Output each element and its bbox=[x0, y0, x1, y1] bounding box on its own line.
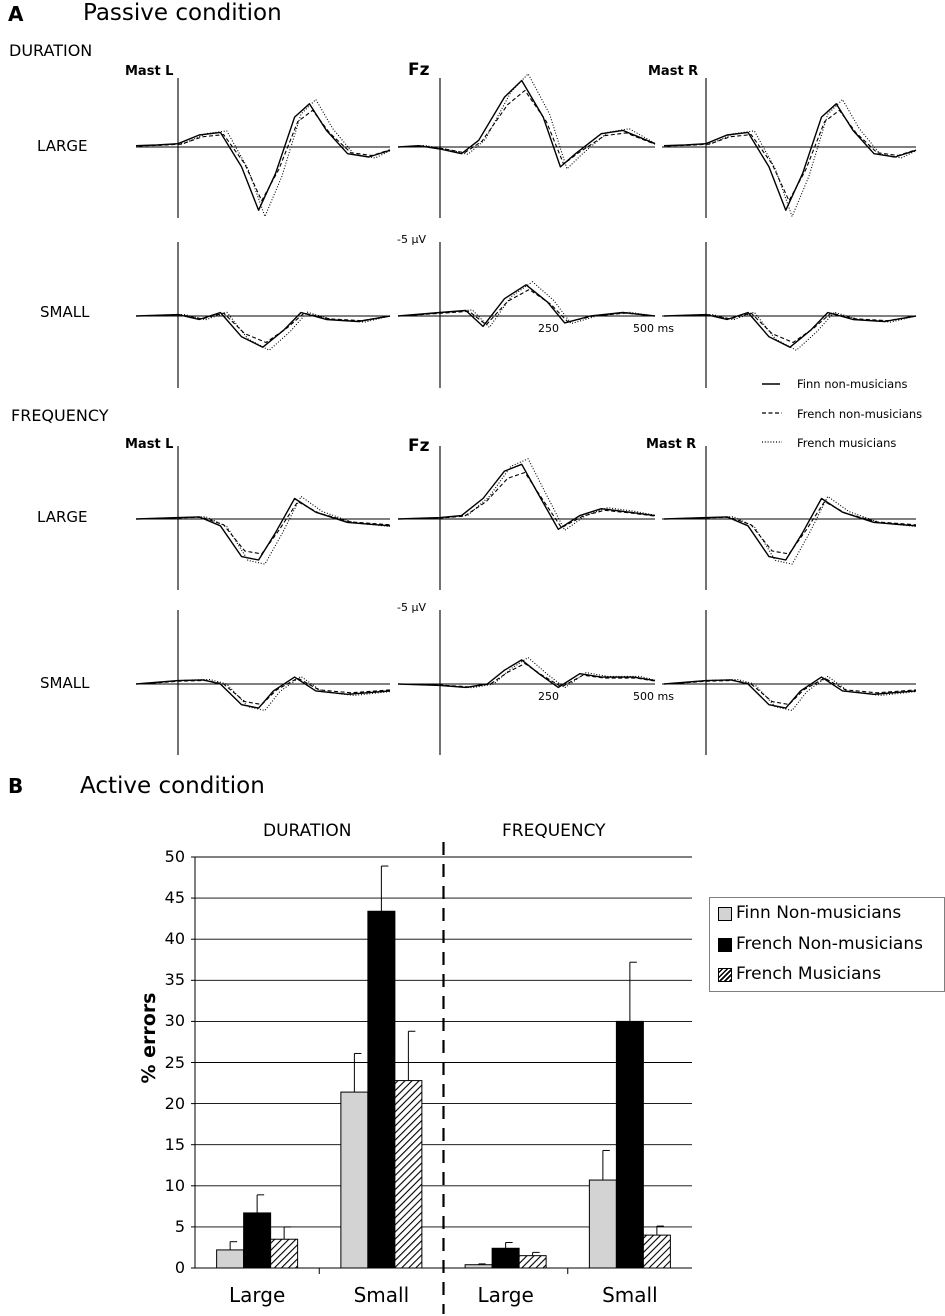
row-label-duration-small: SMALL bbox=[40, 303, 90, 321]
erp-trace-duration-large-fz-2 bbox=[400, 91, 655, 165]
panel-b-title: Active condition bbox=[80, 773, 265, 799]
bar-legend-french-nonmus-label: French Non-musicians bbox=[736, 934, 923, 954]
erp-trace-frequency-large-fz-3 bbox=[403, 459, 655, 531]
x-category-label-1: Small bbox=[353, 1283, 410, 1307]
bar-french-non-musicians-1 bbox=[368, 911, 395, 1268]
erp-legend-finn-label: Finn non-musicians bbox=[797, 377, 908, 391]
erp-trace-duration-large-mast-l-2 bbox=[139, 110, 390, 200]
x-category-label-3: Small bbox=[602, 1283, 658, 1307]
electrode-label-fz-frequency: Fz bbox=[408, 436, 430, 456]
bar-legend-finn-label: Finn Non-musicians bbox=[736, 903, 902, 923]
bar-finn-non-musicians-1 bbox=[341, 1092, 368, 1268]
bar-french-musicians-1 bbox=[395, 1081, 422, 1268]
erp-trace-frequency-large-mast-r-2 bbox=[667, 502, 916, 554]
erp-trace-duration-small-fz-2 bbox=[400, 290, 655, 325]
time-tick-500-frequency: 500 ms bbox=[633, 690, 674, 703]
bar-french-musicians-0 bbox=[271, 1239, 298, 1268]
bar-legend-french-mus-label: French Musicians bbox=[736, 964, 882, 984]
bar-group-duration-label: DURATION bbox=[263, 821, 352, 841]
erp-trace-frequency-large-mast-l-3 bbox=[142, 496, 390, 564]
y-tick-label-50: 50 bbox=[164, 847, 185, 866]
x-category-label-0: Large bbox=[228, 1283, 286, 1307]
y-tick-label-40: 40 bbox=[164, 929, 185, 949]
bar-finn-non-musicians-3 bbox=[589, 1180, 616, 1268]
electrode-label-mast-r-duration: Mast R bbox=[648, 64, 699, 79]
time-tick-500-duration: 500 ms bbox=[633, 322, 674, 335]
erp-trace-frequency-small-fz-2 bbox=[400, 664, 655, 687]
erp-trace-frequency-large-mast-l-2 bbox=[139, 502, 390, 554]
y-tick-label-35: 35 bbox=[164, 970, 185, 990]
bar-chart bbox=[191, 842, 692, 1314]
time-tick-250-duration: 250 bbox=[538, 322, 559, 335]
electrode-label-mast-r-frequency: Mast R bbox=[646, 437, 697, 452]
erp-trace-frequency-large-mast-r-3 bbox=[670, 496, 916, 564]
bar-finn-non-musicians-0 bbox=[217, 1250, 244, 1268]
x-category-label-2: Large bbox=[477, 1283, 534, 1307]
y-tick-label-0: 0 bbox=[174, 1258, 185, 1277]
y-tick-label-25: 25 bbox=[164, 1052, 185, 1072]
erp-trace-frequency-small-fz-3 bbox=[403, 658, 655, 688]
erp-legend-french-mus-label: French musicians bbox=[797, 436, 897, 450]
erp-trace-frequency-large-mast-l-1 bbox=[136, 499, 390, 561]
erp-trace-duration-large-mast-l-3 bbox=[142, 100, 390, 217]
erp-trace-frequency-large-mast-r-1 bbox=[664, 499, 916, 561]
amplitude-scale-label-frequency: -5 µV bbox=[397, 601, 426, 614]
erp-trace-duration-large-mast-r-1 bbox=[664, 104, 916, 210]
time-tick-250-frequency: 250 bbox=[538, 690, 559, 703]
erp-trace-duration-small-mast-r-1 bbox=[664, 313, 916, 348]
row-label-duration-large: LARGE bbox=[37, 137, 88, 155]
row-label-frequency-large: LARGE bbox=[37, 508, 88, 526]
bar-french-non-musicians-3 bbox=[616, 1021, 643, 1268]
bar-french-non-musicians-0 bbox=[244, 1213, 271, 1268]
erp-legend-lines bbox=[762, 384, 782, 442]
erp-trace-duration-large-mast-r-3 bbox=[670, 100, 916, 217]
condition-duration-label: DURATION bbox=[9, 41, 93, 60]
electrode-label-fz-duration: Fz bbox=[408, 60, 430, 80]
electrode-label-mast-l-duration: Mast L bbox=[125, 64, 174, 79]
amplitude-scale-label-duration: -5 µV bbox=[397, 233, 426, 246]
bar-group-frequency-label: FREQUENCY bbox=[502, 821, 606, 841]
y-tick-label-5: 5 bbox=[174, 1216, 185, 1236]
bar-french-non-musicians-2 bbox=[492, 1248, 519, 1268]
bar-finn-non-musicians-2 bbox=[465, 1265, 492, 1268]
erp-trace-duration-small-fz-3 bbox=[403, 282, 655, 328]
erp-trace-duration-small-mast-r-2 bbox=[667, 313, 916, 342]
erp-trace-duration-large-mast-l-1 bbox=[136, 104, 390, 210]
erp-trace-duration-small-mast-l-2 bbox=[139, 313, 390, 342]
panel-b-letter: B bbox=[8, 774, 24, 798]
y-tick-label-15: 15 bbox=[164, 1134, 185, 1154]
y-tick-label-45: 45 bbox=[164, 888, 185, 908]
erp-legend-french-nonmus-label: French non-musicians bbox=[797, 407, 923, 421]
condition-frequency-label: FREQUENCY bbox=[11, 406, 109, 425]
y-tick-label-30: 30 bbox=[164, 1011, 185, 1031]
bar-french-musicians-2 bbox=[519, 1256, 546, 1268]
panel-a-letter: A bbox=[8, 2, 24, 26]
panel-a-title: Passive condition bbox=[83, 0, 282, 26]
erp-trace-duration-large-fz-3 bbox=[403, 74, 655, 169]
y-axis-label: % errors bbox=[138, 992, 160, 1084]
bar-french-musicians-3 bbox=[643, 1235, 670, 1268]
row-label-frequency-small: SMALL bbox=[40, 674, 90, 692]
y-tick-label-20: 20 bbox=[164, 1093, 185, 1113]
erp-trace-duration-small-mast-l-1 bbox=[136, 313, 390, 348]
erp-trace-duration-large-mast-r-2 bbox=[667, 110, 916, 200]
y-tick-label-10: 10 bbox=[164, 1175, 185, 1195]
electrode-label-mast-l-frequency: Mast L bbox=[125, 437, 174, 452]
erp-waveforms bbox=[136, 74, 916, 755]
